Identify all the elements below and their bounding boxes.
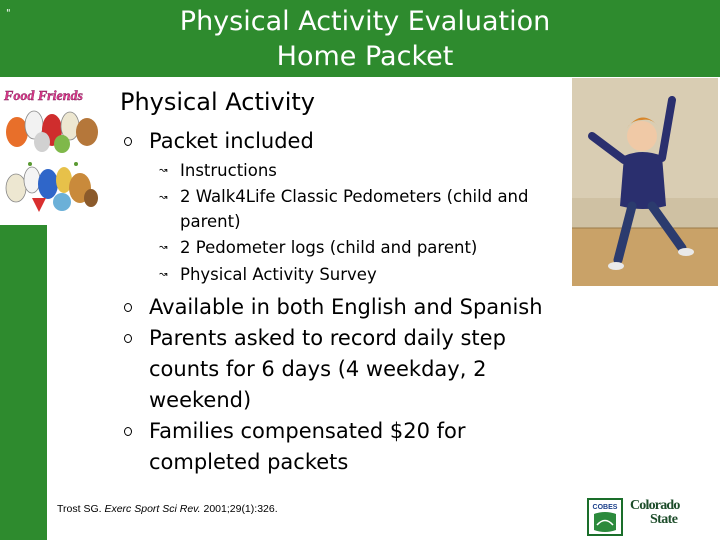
curl-bullet-icon: ↝ [159,269,168,280]
list-item [124,416,564,478]
csu-logo-line-2: State [650,512,678,527]
citation [57,503,278,515]
list-item [149,261,564,288]
sub-bullet-text: Instructions [180,161,277,180]
circle-bullet-icon [124,427,132,436]
curl-bullet-icon: ↝ [159,242,168,253]
list-item [149,184,564,234]
list-item [149,157,564,184]
food-friends-logo-text: Food Friends [4,89,83,104]
sub-bullet-text: Physical Activity Survey [180,265,377,284]
curl-bullet-icon: ↝ [159,192,168,203]
list-item [124,292,564,323]
cobes-logo-text: COBES [592,504,618,511]
curl-bullet-icon: ↝ [159,165,168,176]
slide-title [120,4,610,74]
list-item [149,234,564,261]
csu-logo-line-1: Colorado [630,498,680,513]
citation-author: Trost SG. [57,503,102,515]
bullet-text: Available in both English and Spanish [149,295,543,319]
sub-bullet-list [149,157,564,288]
corner-mark: " [6,8,11,19]
bullet-text: Parents asked to record daily step counts for 6 days (4 weekday, 2 weekend) [149,326,506,412]
cobes-logo [587,498,623,536]
list-item [124,323,564,416]
child-photo [572,78,718,286]
circle-bullet-icon [124,334,132,343]
bullet-text: Packet included [149,129,314,153]
sub-bullet-text: 2 Pedometer logs (child and parent) [180,238,478,257]
left-green-band [0,225,47,540]
bullet-text: Families compensated $20 for completed packets [149,419,466,474]
section-heading: Physical Activity [120,88,316,116]
circle-bullet-icon [124,137,132,146]
colorado-state-logo [628,496,692,528]
list-item [124,126,564,288]
sub-bullet-text: 2 Walk4Life Classic Pedometers (child and parent) [180,187,529,231]
citation-journal: Exerc Sport Sci Rev. [104,503,201,515]
citation-detail: 2001;29(1):326. [203,503,278,515]
bullet-list [124,126,564,478]
title-line-1: Physical Activity Evaluation [179,6,551,37]
circle-bullet-icon [124,303,132,312]
food-friends-illustration [2,80,106,222]
title-line-2: Home Packet [276,41,454,72]
